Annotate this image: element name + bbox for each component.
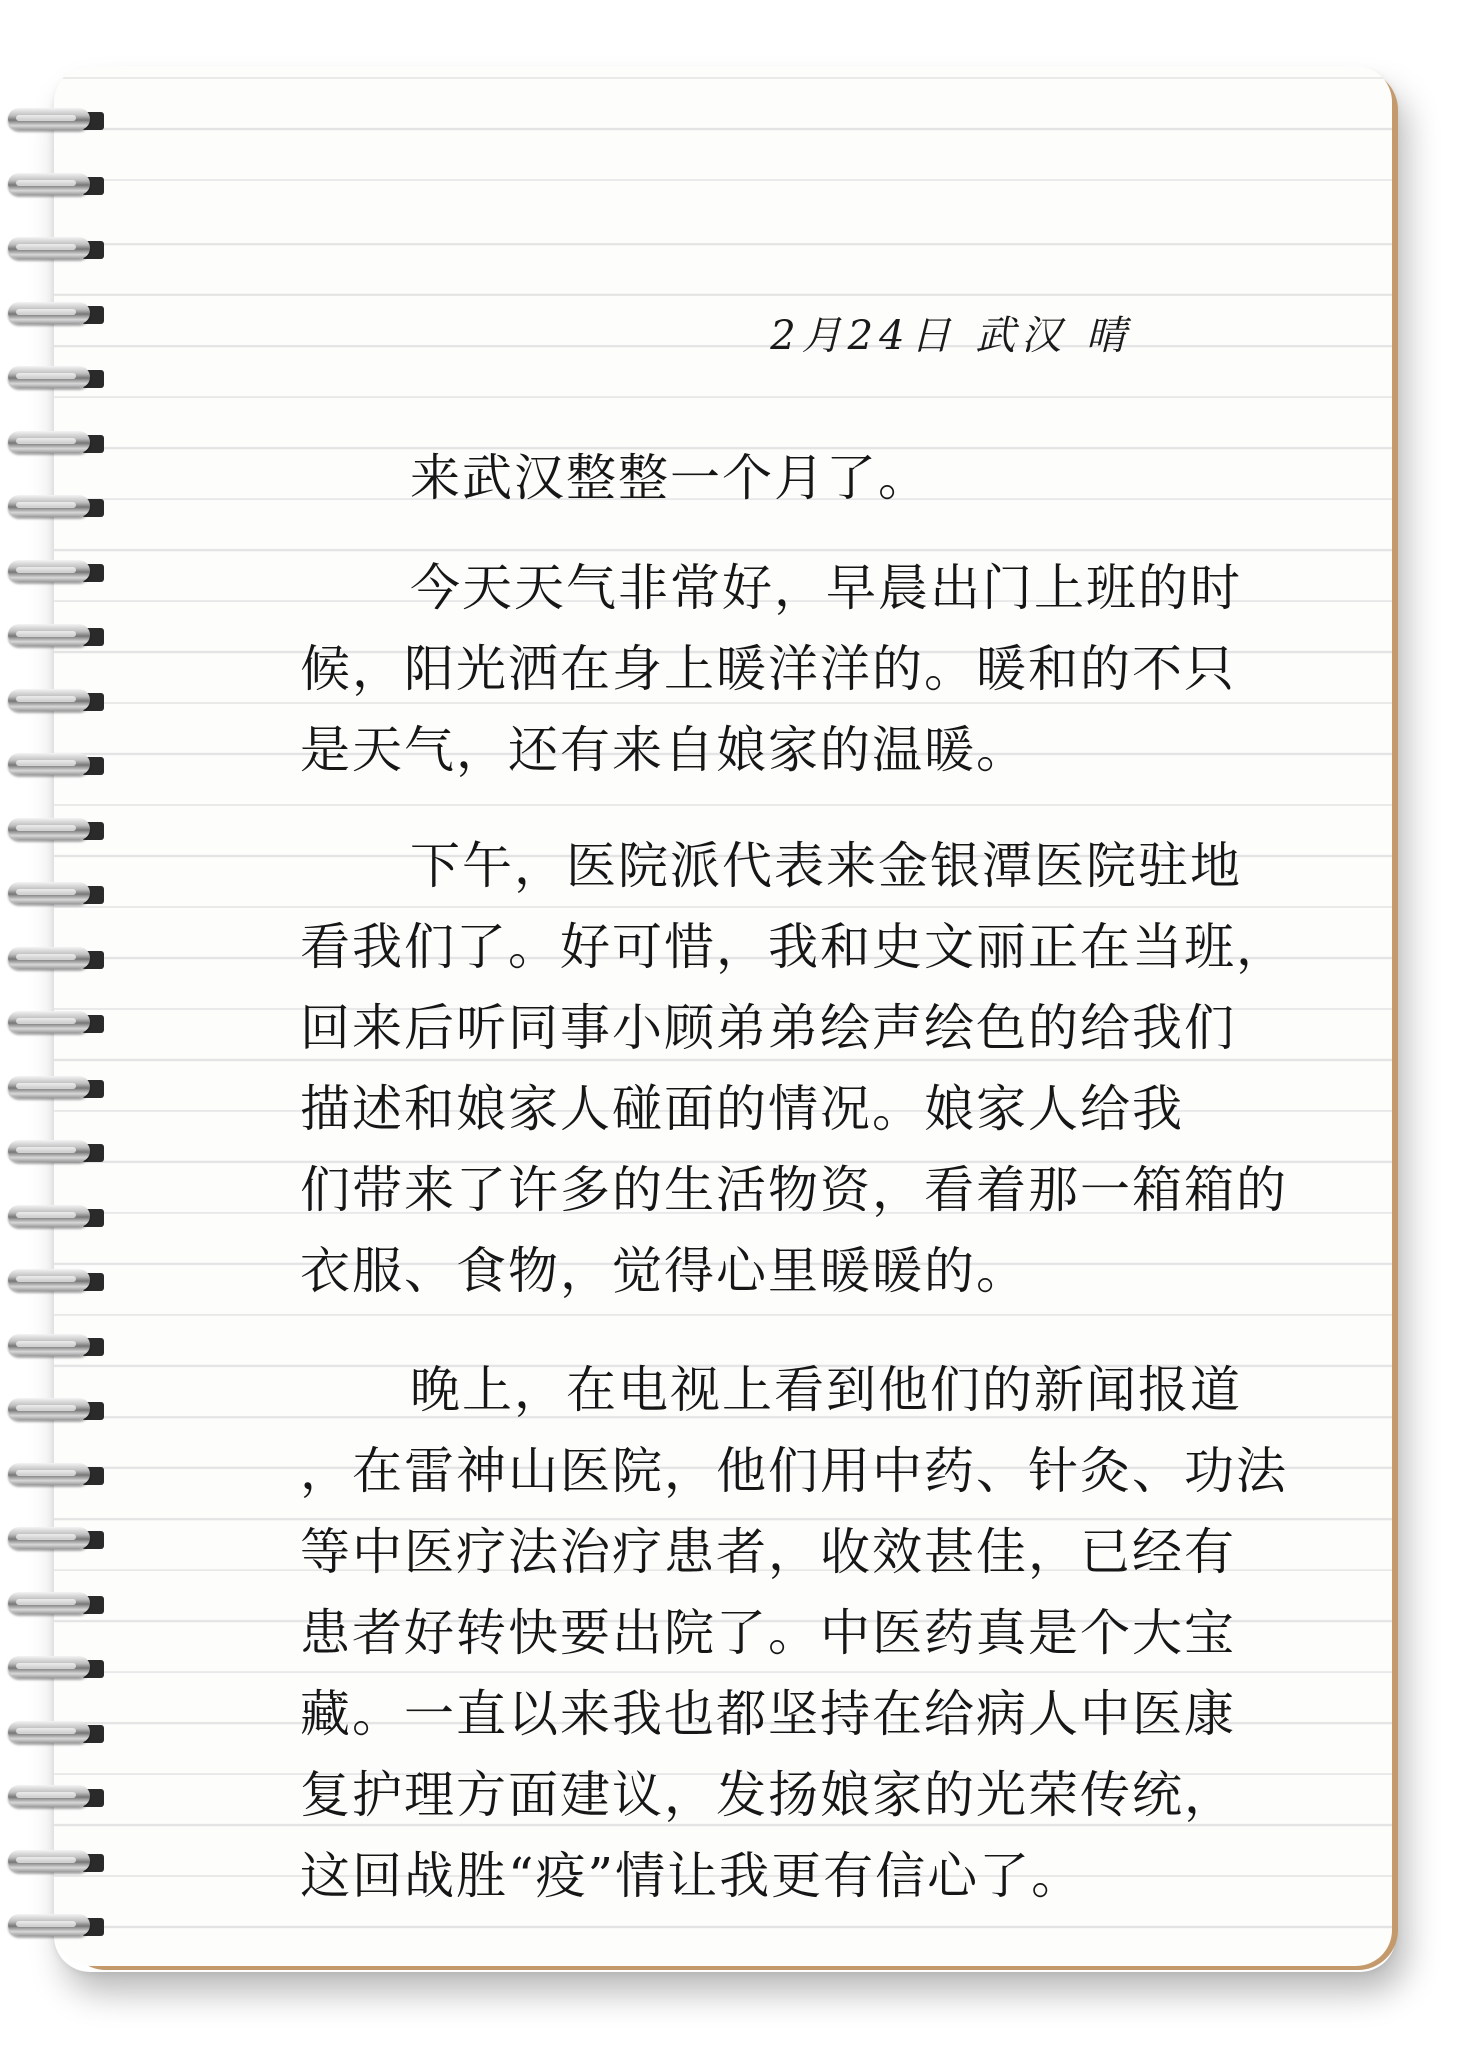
diary-date-line: 2月24日 武汉 晴 — [770, 313, 1132, 359]
text-line: 衣服、食物，觉得心里暖暖的。 — [300, 1242, 1028, 1300]
paragraph-2 — [300, 548, 1290, 791]
spiral-ring — [8, 943, 104, 973]
text-line: 候，阳光洒在身上暖洋洋的。暖和的不只 — [300, 640, 1236, 698]
spiral-ring — [8, 1394, 104, 1424]
text-line: 描述和娘家人碰面的情况。娘家人给我 — [300, 1080, 1184, 1138]
spiral-ring — [8, 685, 104, 715]
paragraph-3 — [300, 826, 1290, 1312]
text-line: ，在雷神山医院，他们用中药、针灸、功法 — [300, 1442, 1288, 1500]
spiral-ring — [8, 620, 104, 650]
text-line: 藏。一直以来我也都坚持在给病人中医康 — [300, 1685, 1236, 1743]
text-line: 今天天气非常好，早晨出门上班的时 — [410, 559, 1242, 617]
text-line: 下午，医院派代表来金银潭医院驻地 — [410, 837, 1242, 895]
ring-wire — [8, 1527, 90, 1549]
text-line: 回来后听同事小顾弟弟绘声绘色的给我们 — [300, 999, 1236, 1057]
text-line: 这回战胜“疫”情让我更有信心了。 — [300, 1847, 1084, 1905]
ring-wire — [8, 624, 90, 646]
text-line: 等中医疗法治疗患者，收效甚佳，已经有 — [300, 1523, 1236, 1581]
spiral-ring — [8, 1523, 104, 1553]
spiral-ring — [8, 1330, 104, 1360]
spiral-ring — [8, 427, 104, 457]
ring-wire — [8, 1205, 90, 1227]
text-line: 看我们了。好可惜，我和史文丽正在当班， — [300, 918, 1288, 976]
text-line: 复护理方面建议，发扬娘家的光荣传统， — [300, 1766, 1236, 1824]
spiral-ring — [8, 556, 104, 586]
ring-wire — [8, 1269, 90, 1291]
spiral-ring — [8, 1265, 104, 1295]
ring-wire — [8, 689, 90, 711]
paragraph-4 — [300, 1350, 1290, 1917]
spiral-ring — [8, 362, 104, 392]
spiral-ring — [8, 1201, 104, 1231]
spiral-ring — [8, 491, 104, 521]
spiral-ring — [8, 1910, 104, 1940]
spiral-ring — [8, 1007, 104, 1037]
ring-wire — [8, 1334, 90, 1356]
spiral-ring — [8, 1459, 104, 1489]
ring-wire — [8, 1140, 90, 1162]
ring-wire — [8, 818, 90, 840]
spiral-binding — [8, 104, 104, 1954]
spiral-ring — [8, 104, 104, 134]
spiral-ring — [8, 298, 104, 328]
notebook-page — [54, 66, 1392, 1966]
spiral-ring — [8, 1781, 104, 1811]
ring-wire — [8, 560, 90, 582]
text-line: 来武汉整整一个月了。 — [410, 449, 930, 507]
spiral-ring — [8, 1072, 104, 1102]
ring-wire — [8, 108, 90, 130]
spiral-ring — [8, 1588, 104, 1618]
spiral-ring — [8, 1652, 104, 1682]
ring-wire — [8, 1592, 90, 1614]
ring-wire — [8, 302, 90, 324]
text-line: 是天气，还有来自娘家的温暖。 — [300, 721, 1028, 779]
ring-wire — [8, 1914, 90, 1936]
spiral-ring — [8, 233, 104, 263]
spiral-ring — [8, 749, 104, 779]
ring-wire — [8, 1011, 90, 1033]
ring-wire — [8, 1463, 90, 1485]
ring-wire — [8, 366, 90, 388]
ring-wire — [8, 1656, 90, 1678]
ring-wire — [8, 947, 90, 969]
text-line: 晚上，在电视上看到他们的新闻报道 — [410, 1361, 1242, 1419]
ring-wire — [8, 1398, 90, 1420]
ring-wire — [8, 431, 90, 453]
ring-wire — [8, 882, 90, 904]
text-line: 们带来了许多的生活物资，看着那一箱箱的 — [300, 1161, 1288, 1219]
paragraph-1 — [300, 438, 1290, 519]
ring-wire — [8, 173, 90, 195]
ring-wire — [8, 237, 90, 259]
spiral-ring — [8, 878, 104, 908]
ring-wire — [8, 753, 90, 775]
ring-wire — [8, 495, 90, 517]
spiral-ring — [8, 169, 104, 199]
ring-wire — [8, 1721, 90, 1743]
spiral-ring — [8, 1846, 104, 1876]
ring-wire — [8, 1850, 90, 1872]
spiral-ring — [8, 1136, 104, 1166]
ring-wire — [8, 1076, 90, 1098]
ring-wire — [8, 1785, 90, 1807]
spiral-ring — [8, 814, 104, 844]
text-line: 患者好转快要出院了。中医药真是个大宝 — [300, 1604, 1236, 1662]
spiral-ring — [8, 1717, 104, 1747]
